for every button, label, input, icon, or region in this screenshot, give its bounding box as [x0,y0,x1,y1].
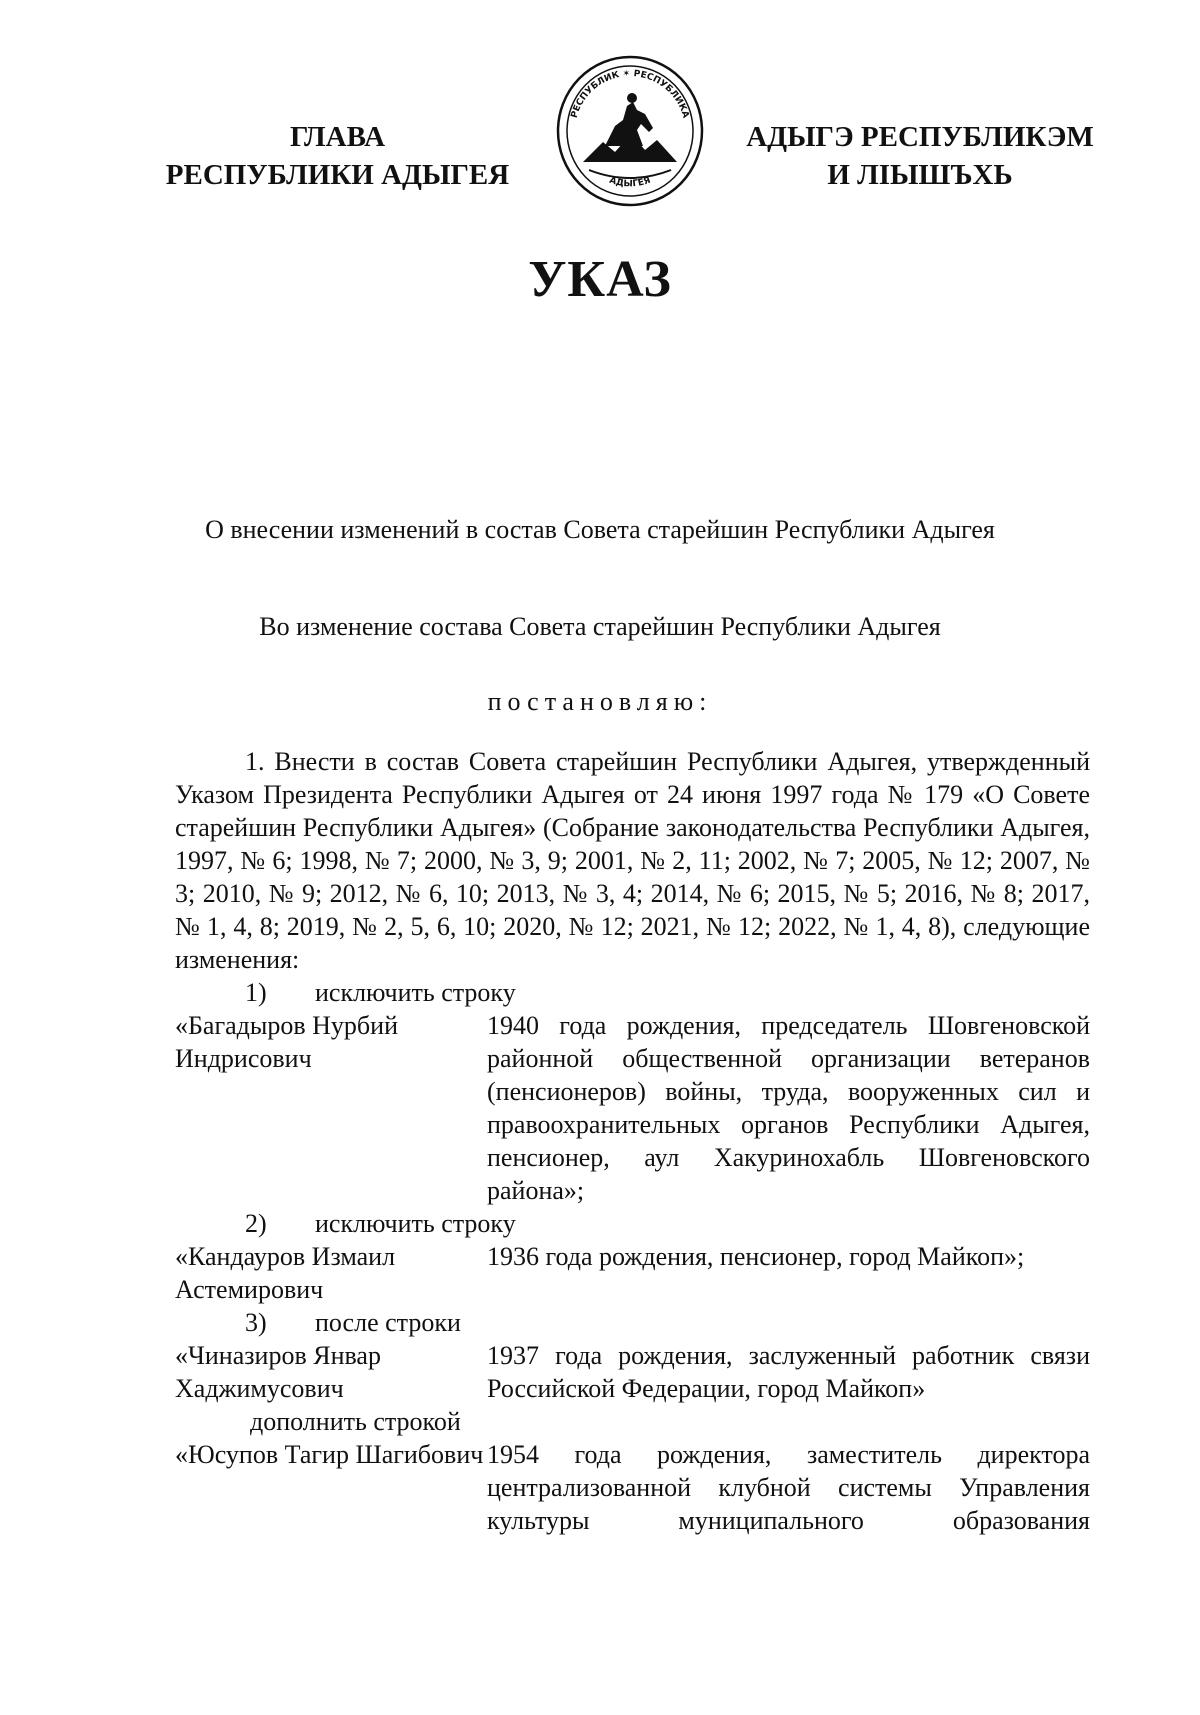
emblem-text-top: РЕСПУБЛИК ✶ РЕСПУБЛИКА [569,68,691,120]
entry-row [175,1438,1090,1537]
preamble: Во изменение состава Совета старейшин Республики Адыгея [259,612,941,641]
item-2 [175,1207,1090,1240]
decree-body [175,745,1090,1537]
item-number: 1) [245,978,267,1007]
entry-name: «Кандауров Измаил Астемирович [175,1242,396,1304]
paragraph-1: 1. Внести в состав Совета старейшин Республики Адыгея, утвержденный Указом Президента Республики Адыгея от 24 июня 1997 года № 179 «О Совете старейшин Республики Адыгея» (Собрание законодательства Республики Адыгея, 1997, № 6; 1998, № 7; 2000, № 3, 9; 2001, № 2, 11; 2002, № 7; 2005, № 12; 2007, № 3; 2010, № 9; 2012, № 6, 10; 2013, № 3, 4; 2014, № 6; 2015, № 5; 2016, № 8; 2017, № 1, 4, 8; 2019, № 2, 5, 6, 10; 2020, № 12; 2021, № 12; 2022, № 1, 4, 8), следующие изменения: [175,747,1090,974]
decree-subject: О внесении изменений в состав Совета старейшин Республики Адыгея [205,515,995,544]
decree-title: УКАЗ [528,251,672,308]
item-number: 3) [245,1308,267,1337]
item-number: 2) [245,1209,267,1238]
item-action: исключить строку [315,978,516,1007]
entry-row [175,1009,1090,1207]
item-3 [175,1306,1090,1339]
item-1 [175,976,1090,1009]
entry-row [175,1339,1090,1405]
coat-of-arms-emblem-icon [553,54,707,208]
entry-name: «Юсупов Тагир Шагибович [175,1440,484,1469]
entry-row [175,1240,1090,1306]
supplement-note: дополнить строкой [250,1407,461,1436]
entry-description: 1954 года рождения, заместитель директора централизованной клубной системы Управления культуры муниципального образования [487,1440,1090,1535]
entry-description: 1936 года рождения, пенсионер, город Майкоп»; [487,1242,1025,1271]
header-right-line1: АДЫГЭ РЕСПУБЛИКЭМ [746,121,1094,153]
header-left-line1: ГЛАВА [289,121,386,153]
header-right [735,118,1105,194]
item-action: исключить строку [315,1209,516,1238]
header-right-line2: И ЛІЫШЪХЬ [827,159,1013,191]
entry-name: «Багадыров Нурбий Индрисович [175,1011,398,1073]
header-left [165,118,510,194]
item-action: после строки [315,1308,461,1337]
entry-description: 1940 года рождения, председатель Шовгеновской районной общественной организации ветеранов (пенсионеров) войны, труда, вооруженных сил и правоохранительных органов Республики Адыгея, пенсионер, аул Хакуринохабль Шовгеновского района»; [487,1011,1090,1205]
resolve-word: постановляю: [487,687,713,716]
header-left-line2: РЕСПУБЛИКИ АДЫГЕЯ [165,159,510,191]
entry-description: 1937 года рождения, заслуженный работник связи Российской Федерации, город Майкоп» [487,1341,1090,1403]
emblem-text-bottom: АДЫГЕЯ [607,175,653,190]
entry-name: «Чиназиров Январ Хаджимусович [175,1341,381,1403]
